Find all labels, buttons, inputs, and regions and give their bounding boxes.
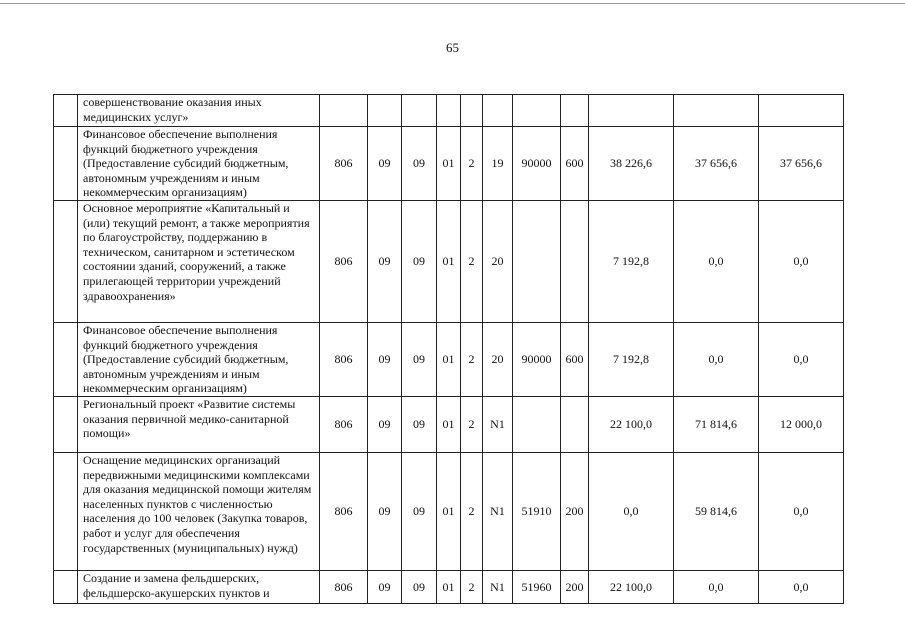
item-name: Создание и замена фельдшерских, фельдшерско-акушерских пунктов и bbox=[78, 570, 320, 603]
section-code bbox=[368, 95, 402, 127]
direction-code: 90000 bbox=[513, 127, 561, 201]
expense-type-code bbox=[561, 200, 589, 322]
ministry-code: 806 bbox=[320, 570, 368, 603]
event-code: 19 bbox=[483, 127, 513, 201]
subsection-code bbox=[402, 95, 437, 127]
amount-year-3: 12 000,0 bbox=[759, 396, 844, 452]
subsection-code: 09 bbox=[402, 396, 437, 452]
table-row bbox=[54, 127, 844, 201]
table-row bbox=[54, 396, 844, 452]
item-name: совершенствование оказания иных медицинских услуг» bbox=[78, 95, 320, 127]
ministry-code: 806 bbox=[320, 200, 368, 322]
table-row bbox=[54, 200, 844, 322]
section-code: 09 bbox=[368, 396, 402, 452]
program-code bbox=[437, 95, 461, 127]
amount-year-2: 0,0 bbox=[674, 570, 759, 603]
blank-cell bbox=[54, 200, 78, 322]
blank-cell bbox=[54, 570, 78, 603]
amount-year-2: 59 814,6 bbox=[674, 452, 759, 570]
ministry-code: 806 bbox=[320, 127, 368, 201]
blank-cell bbox=[54, 396, 78, 452]
amount-year-1: 7 192,8 bbox=[589, 200, 674, 322]
budget-table bbox=[53, 94, 844, 604]
subprogram-code: 2 bbox=[461, 127, 483, 201]
amount-year-1: 22 100,0 bbox=[589, 396, 674, 452]
amount-year-1: 0,0 bbox=[589, 452, 674, 570]
subprogram-code bbox=[461, 95, 483, 127]
amount-year-3 bbox=[759, 95, 844, 127]
subsection-code: 09 bbox=[402, 570, 437, 603]
amount-year-1: 22 100,0 bbox=[589, 570, 674, 603]
blank-cell bbox=[54, 127, 78, 201]
amount-year-3: 37 656,6 bbox=[759, 127, 844, 201]
subsection-code: 09 bbox=[402, 452, 437, 570]
event-code: N1 bbox=[483, 396, 513, 452]
page-number: 65 bbox=[446, 40, 459, 55]
subsection-code: 09 bbox=[402, 322, 437, 396]
expense-type-code: 200 bbox=[561, 452, 589, 570]
amount-year-2: 0,0 bbox=[674, 322, 759, 396]
blank-cell bbox=[54, 452, 78, 570]
section-code: 09 bbox=[368, 452, 402, 570]
program-code: 01 bbox=[437, 200, 461, 322]
item-name: Региональный проект «Развитие системы оказания первичной медико-санитарной помощи» bbox=[78, 396, 320, 452]
subprogram-code: 2 bbox=[461, 396, 483, 452]
amount-year-3: 0,0 bbox=[759, 452, 844, 570]
direction-code: 51910 bbox=[513, 452, 561, 570]
event-code: 20 bbox=[483, 322, 513, 396]
item-name: Финансовое обеспечение выполнения функций бюджетного учреждения (Предоставление субсидий бюджетным, автономным учреждениям и иным некоммерческим организациям) bbox=[78, 127, 320, 201]
program-code: 01 bbox=[437, 127, 461, 201]
top-rule bbox=[0, 3, 905, 4]
amount-year-3: 0,0 bbox=[759, 322, 844, 396]
subsection-code: 09 bbox=[402, 200, 437, 322]
program-code: 01 bbox=[437, 396, 461, 452]
amount-year-3: 0,0 bbox=[759, 570, 844, 603]
amount-year-2: 37 656,6 bbox=[674, 127, 759, 201]
direction-code bbox=[513, 200, 561, 322]
section-code: 09 bbox=[368, 200, 402, 322]
expense-type-code bbox=[561, 95, 589, 127]
event-code: N1 bbox=[483, 570, 513, 603]
event-code: 20 bbox=[483, 200, 513, 322]
direction-code bbox=[513, 396, 561, 452]
table-row bbox=[54, 452, 844, 570]
ministry-code: 806 bbox=[320, 452, 368, 570]
table-row bbox=[54, 570, 844, 603]
expense-type-code: 200 bbox=[561, 570, 589, 603]
amount-year-1: 38 226,6 bbox=[589, 127, 674, 201]
amount-year-1: 7 192,8 bbox=[589, 322, 674, 396]
section-code: 09 bbox=[368, 322, 402, 396]
blank-cell bbox=[54, 95, 78, 127]
program-code: 01 bbox=[437, 322, 461, 396]
program-code: 01 bbox=[437, 452, 461, 570]
direction-code: 90000 bbox=[513, 322, 561, 396]
subsection-code: 09 bbox=[402, 127, 437, 201]
direction-code: 51960 bbox=[513, 570, 561, 603]
event-code bbox=[483, 95, 513, 127]
program-code: 01 bbox=[437, 570, 461, 603]
table-row bbox=[54, 95, 844, 127]
item-name: Финансовое обеспечение выполнения функций бюджетного учреждения (Предоставление субсидий бюджетным, автономным учреждениям и иным некоммерческим организациям) bbox=[78, 322, 320, 396]
amount-year-2: 71 814,6 bbox=[674, 396, 759, 452]
direction-code bbox=[513, 95, 561, 127]
expense-type-code bbox=[561, 396, 589, 452]
amount-year-2 bbox=[674, 95, 759, 127]
subprogram-code: 2 bbox=[461, 452, 483, 570]
amount-year-2: 0,0 bbox=[674, 200, 759, 322]
subprogram-code: 2 bbox=[461, 200, 483, 322]
item-name: Основное мероприятие «Капитальный и (или) текущий ремонт, а также мероприятия по благоустройству, поддержанию в техническом, санитарном и эстетическом состоянии зданий, сооружений, а также прилегающей территории учреждений здравоохранения» bbox=[78, 200, 320, 322]
amount-year-1 bbox=[589, 95, 674, 127]
item-name: Оснащение медицинских организаций передвижными медицинскими комплексами для оказания медицинской помощи жителям населенных пунктов с численностью населения до 100 человек (Закупка товаров, работ и услуг для обеспечения государственных (муниципальных) нужд) bbox=[78, 452, 320, 570]
expense-type-code: 600 bbox=[561, 127, 589, 201]
subprogram-code: 2 bbox=[461, 322, 483, 396]
ministry-code bbox=[320, 95, 368, 127]
expense-type-code: 600 bbox=[561, 322, 589, 396]
ministry-code: 806 bbox=[320, 396, 368, 452]
event-code: N1 bbox=[483, 452, 513, 570]
section-code: 09 bbox=[368, 127, 402, 201]
ministry-code: 806 bbox=[320, 322, 368, 396]
blank-cell bbox=[54, 322, 78, 396]
table-row bbox=[54, 322, 844, 396]
subprogram-code: 2 bbox=[461, 570, 483, 603]
section-code: 09 bbox=[368, 570, 402, 603]
amount-year-3: 0,0 bbox=[759, 200, 844, 322]
